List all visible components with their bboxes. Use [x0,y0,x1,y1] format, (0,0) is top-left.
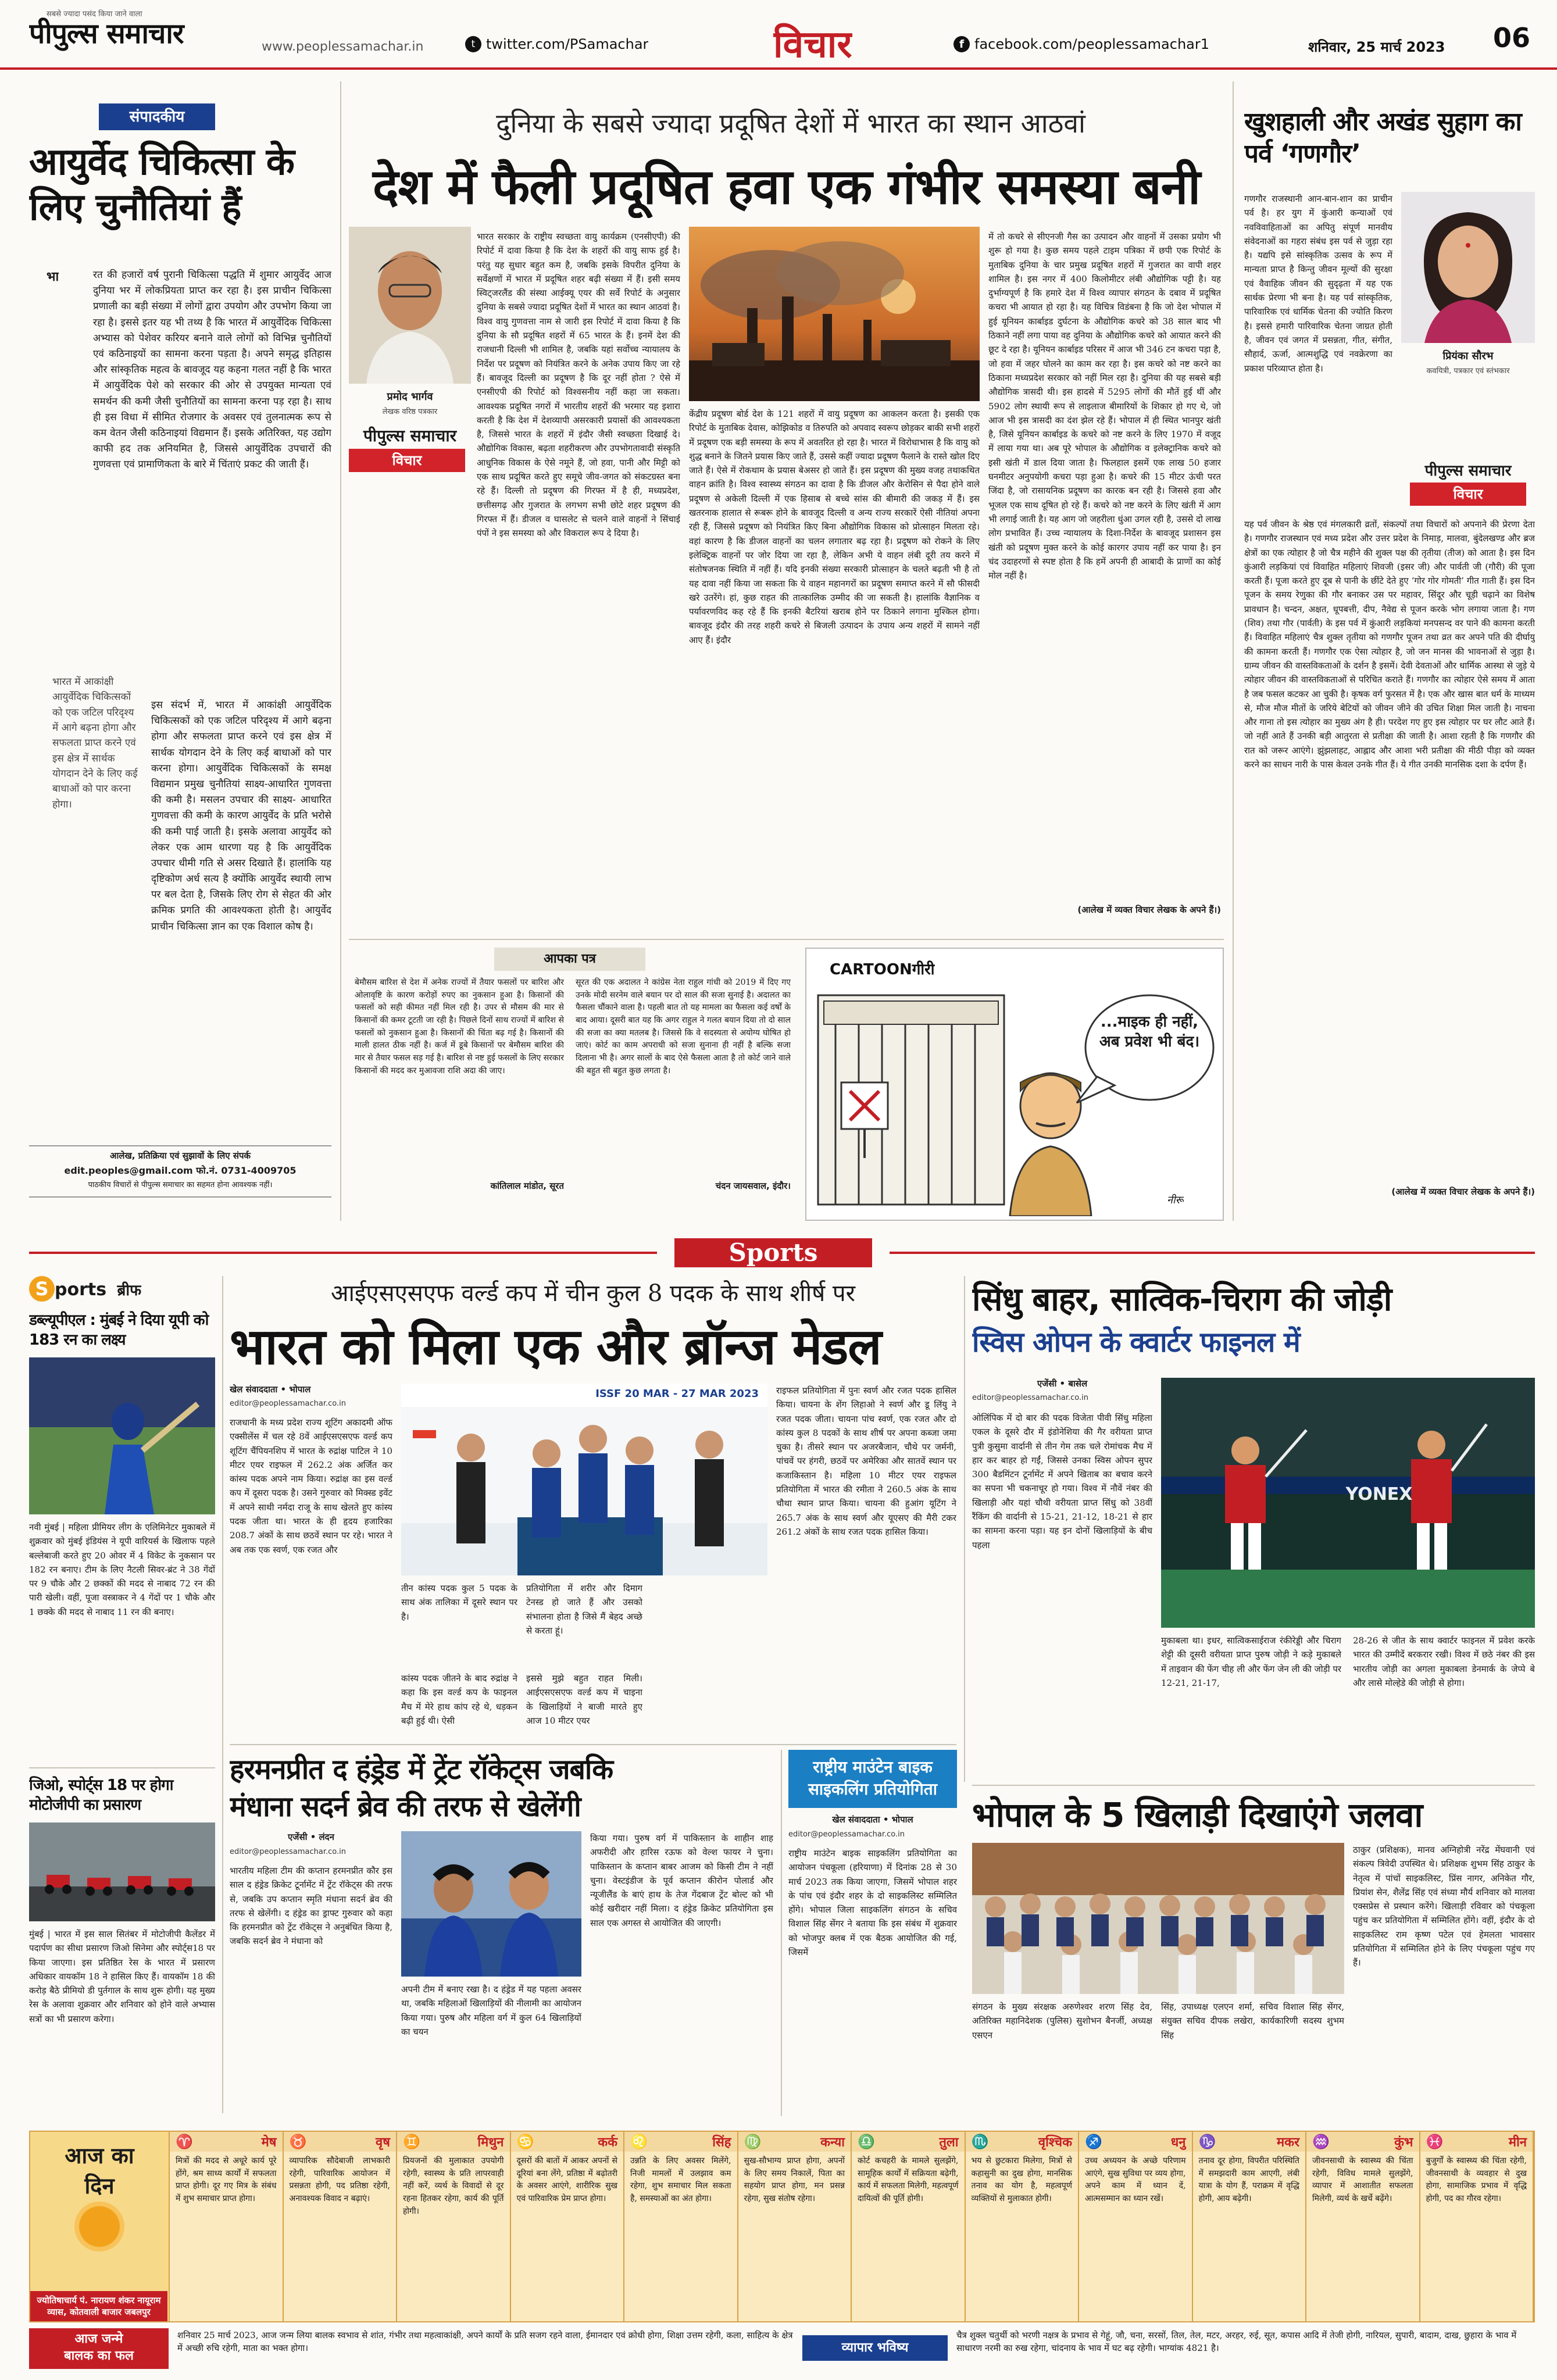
harman-col-2: अपनी टीम में बनाए रखा है। द हंड्रेड में यह पहला अवसर था, जबकि महिलाओं खिलाड़ियों की नीलामी का आयोजन किया गया। पुरुष और महिला वर्ग में कुल 64 खिलाड़ियों का चयन [401,1984,581,2037]
letter-1-signature: कांतिलाल मांडोत, सूरत [490,1181,564,1191]
author-section-tag: विचार [349,449,465,472]
twitter-link[interactable] [465,36,648,52]
cycling-email[interactable]: editor@peoplessamachar.co.in [788,1830,905,1839]
editorial-body [29,267,331,1122]
banner-rule-right [890,1252,1535,1254]
divider [1233,81,1234,1221]
zodiac-symbol-icon: ♋ [516,2134,534,2150]
zodiac-cell [284,2132,398,2321]
zodiac-prediction: व्यापारिक सौदेबाजी लाभकारी रहेगी, पारिवारिक आयोजन में प्रसन्नता होगी, पद प्रतिष्ठा रहेगी, अनावश्यक विवाद न बढ़ाएं। [289,2156,390,2204]
divider [349,939,1224,940]
page-number: 06 [1492,22,1530,53]
zodiac-head [397,2132,510,2152]
issf-byline: खेल संवाददाता • भोपाल [230,1384,311,1395]
zodiac-symbol-icon: ♐ [1085,2134,1102,2150]
jio-text: मुंबई | भारत में इस साल सितंबर में मोटोजीपी कैलेंडर में पदार्पण का सीधा प्रसारण जिओ सिनेमा और स्पोर्ट्स18 पर किया जाएगा। इस प्रतिष्ठित रेस के भारत में प्रसारण अधिकार वायकॉम 18 ने हासिल किए हैं। वायकॉम 18 की करोड़ बैठे प्रीमियो डी पुर्तगाल के साथ शुरू होगी। यह मुख्य रेस के अलावा शुक्रवार और शनिवार को होने वाले अभ्यास सत्रों का भी प्रसारण करेगा। [29,1929,215,2024]
zodiac-prediction: तनाव दूर होगा, विपरीत परिस्थिति में समझदारी काम आएगी, लंबी यात्रा के योग हैं, पराक्रम में वृद्धि होगी, आय बढ़ेगी। [1198,2156,1299,2204]
issf-col-4: इससे मुझे बहुत राहत मिली। आईएसएसएफ वर्ल्ड कप में चाइना के खिलाड़ियों ने बाजी मारते हुए आज 10 मीटर एयर [526,1673,642,1726]
zodiac-name: धनु [1170,2135,1186,2150]
pollution-col-3: में तो कचरे से सीएनजी गैस का उत्पादन और वाहनों में उसका प्रयोग भी शुरू हो गया है। कुछ समय पहले टाइम पत्रिका में छपी एक रिपोर्ट के मुताबिक दुनिया के चार प्रमुख प्रदूषित शहरों में गुजरात का वापी शहर शामिल है। इस नगर में 400 किलोमीटर लंबी औद्योगिक पट्टी है। यह दुर्भाग्यपूर्ण है कि हमारे देश में विश्व व्यापार संगठन के दबाव में प्रदूषित कचरा भी आयात हो रहा है। यह विचित्र विडंबना है कि जो देश भोपाल में हुई यूनियन कार्बाइड दुर्घटना के औद्योगिक कचरे को 38 साल बाद भी ठिकाने नहीं लगा पाया वह दुनिया के औद्योगिक कचरे को आयात करने की छूट दे रहा है। यूनियन कार्बाइड परिसर में आज भी 346 टन कचरा पड़ा है, जो हवा में जहर घोलने का काम कर रहा है। इस कचरे को नष्ट करने का ठिकाना मध्यप्रदेश सरकार को नहीं मिल रहा है। दुनिया की यह सबसे बड़ी औद्योगिक त्रासदी थी। इस हादसे में 5295 लोगों की मौतें हुई थीं और 5902 लोग स्थायी रूप से लाइलाज बीमारियों के शिकार हो गए थे, जो आज भी इस त्रासदी का दंश झेल रहे हैं। भोपाल में ही स्थित भानपुर खंती है, जिसे यूनियन कार्बाइड के कचरे को नष्ट करने के लिए 1970 में वजूद में लाया गया था। अब पूरे भोपाल के औद्योगिक व इलेक्ट्रानिक कचरे को इसी खंती में डाल दिया जाता है। फिलहाल इसमें एक लाख 50 हजार घनमीटर अनुपयोगी कचरा पड़ा हुआ है। कचरे की 15 मीटर ऊंची परत जिंदा है, जो रासायनिक प्रदूषण का कारक बन रही है। जिससे हवा और भूजल एक साथ दूषित हो रहे हैं। कचरे को नष्ट करने के लिए खंती में आग भी लगाई जाती है। यह आग जो जहरीला धुंआ उगल रही है, उससे दो लाख लोग प्रभावित हैं। उच्च न्यायालय के दिशा-निर्देश के बावजूद प्रशासन इस खंती को प्रदूषण मुक्त करने के कोई कारगर उपाय नहीं कर पाया है। इन चंद उदाहरणों से स्पष्ट होता है कि हमें अपनी ही आबादी के प्राणों का कोई मोल नहीं है। [988,231,1221,581]
badminton-email[interactable]: editor@peoplessamachar.co.in [972,1393,1088,1402]
cartoon-bubble-text: ...माइक ही नहीं, अब प्रवेश भी बंद। [1099,1013,1200,1050]
zodiac-head [738,2132,851,2152]
badminton-col-2: मुकाबला था। इधर, सात्विकसाईराज रंकीरेड्डी और चिराग शेट्टी की दूसरी वरीयता प्राप्त पुरुष जोड़ी ने कड़े मुकाबले में ताइवान की फेंग चीह ली और फेंग जेन ली की जोड़ी पर 12-21, 21-17, [1161,1635,1341,1688]
zodiac-head [1079,2132,1192,2152]
issf-kicker: आईएसएसएफ वर्ल्ड कप में चीन कुल 8 पदक के साथ शीर्ष पर [330,1280,856,1307]
editorial-contact [29,1145,331,1198]
zodiac-symbol-icon: ♌ [630,2134,648,2150]
bhopal-headline: भोपाल के 5 खिलाड़ी दिखाएंगे जलवा [972,1795,1423,1835]
gangaur-intro: गणगौर राजस्थानी आन-बान-शान का प्राचीन पर्व है। हर युग में कुंआरी कन्याओं एवं नवविवाहिताओं का अपितु संपूर्ण मानवीय संवेदनाओं का गहरा संबंध इस पर्व से जुड़ा रहा है। यद्यपि इसे सांस्कृतिक उत्सव के रूप में मान्यता प्राप्त है किन्तु जीवन मूल्यों की सुरक्षा एवं वैवाहिक जीवन की सुदृढ़ता में यह एक सार्थक प्रेरणा भी बना है। यह पर्व सांस्कृतिक, पारिवारिक एवं धार्मिक चेतना की ज्योति किरण है। इससे हमारी पारिवारिक चेतना जाग्रत होती है, जीवन एवं जगत में प्रसन्नता, गीत, संगीत, सौहार्द, ऊर्जा, आत्मशुद्धि एवं नवक्रेरणा का प्रकाश परिव्याप्त होता है। [1244,194,1392,374]
zodiac-prediction: जीवनसाथी के स्वास्थ्य की चिंता रहेगी, विविध मामले सुलझेंगे, व्यापार में आशातीत सफलता मिलेगी, व्यर्थ के खर्चे बढ़ेंगे। [1312,2156,1413,2204]
sports-banner [29,1238,1535,1267]
aaj-ka-din-box [30,2132,170,2321]
editorial-para-1: रत की हजारों वर्ष पुरानी चिकित्सा पद्धति में शुमार आयुर्वेद आज दुनिया भर में लोकप्रियता प्राप्त कर रहा है। इस प्राचीन चिकित्सा प्रणाली का बड़ी संख्या में लोगों द्वारा उपयोग और उपभोग किया जा रहा है। इससे इतर यह भी तथ्य है कि भारत में आयुर्वेदिक चिकित्सा अभ्यास को पेशेवर करियर बनाने वाले लोगों को विभिन्न चुनौतियों एवं कठिनाइयों का सामना करना पड़ता है। अपने समृद्ध इतिहास और सांस्कृतिक महत्व के बावजूद यह कहना गलत नहीं है कि भारत में आयुर्वेदिक पेशे को सरकार की ओर से उपयुक्त मान्यता एवं समर्थन की कमी जैसी चुनौतियों का सामना करना पड़ रहा है। साथ ही इस विधा में सीमित रोजगार के अवसर एवं तुलनात्मक रूप से कम वेतन जैसी कठिनाइयां विद्यमान हैं। इसके अतिरिक्त, यह उद्योग काफी हद तक अनियमित है, जिससे आयुर्वेदिक उपचारों की गुणवत्ता एवं प्रामाणिकता के बारे में चिंताएं प्रकट की जाती हैं। [93,269,331,471]
zodiac-symbol-icon: ♊ [403,2134,420,2150]
divider [230,1744,956,1745]
zodiac-name: मेष [261,2135,277,2150]
zodiac-prediction: उन्नति के लिए अवसर मिलेंगे, निजी मामलों में उलझाव कम रहेगा, शुभ समाचार मिल सकता है, समस्याओं का अंत होगा। [630,2156,731,2204]
wpl-headline: डब्ल्यूपीएल : मुंबई ने दिया यूपी को 183 रन का लक्ष्य [29,1311,209,1349]
facebook-icon: f [954,36,970,52]
zodiac-prediction: उच्च अध्ययन के अच्छे परिणाम आएंगे, सुख सुविधा पर व्यय होगा, अपने काम में ध्यान दें, आत्मसम्मान का ध्यान रखें। [1085,2156,1186,2204]
harman-col-3: किया गया। पुरुष वर्ग में पाकिस्तान के शाहीन शाह अफरीदी और हारिस रऊफ को वेल्श फायर ने चुना। पाकिस्तान के कप्तान बाबर आजम को किसी टीम ने नहीं चुना। वेस्टइंडीज के पूर्व कप्तान कीरोन पोलार्ड और न्यूजीलैंड के बाएं हाथ के तेज गेंदबाज ट्रेंट बोल्ट को भी कोई खरीदार नहीं मिला। द हंड्रेड क्रिकेट प्रतियोगिता इस साल एक अगस्त से आयोजित की जाएगी। [590,1833,773,1928]
issf-headline: भारत को मिला एक और ब्रॉन्ज मेडल [230,1318,881,1376]
editorial-tag: संपादकीय [99,103,215,130]
section-title: विचार [773,23,852,66]
janme-line-1: आज जन्मे [74,2332,123,2346]
letter-2-signature: चंदन जायसवाल, इंदौर। [715,1181,791,1191]
bhopal-col-3: ठाकुर (प्रशिक्षक), मानव अग्निहोत्री नरेंद्र मेंघवानी एवं संकल्प त्रिवेदी उपस्थित थे। प्रशिक्षक शुभम सिंह ठाकुर के नेतृत्व में पांचों साइकलिस्ट, प्रिंस नागर, अनिकेत गौर, प्रियांश सेन, शैलेंद्र सिंह एवं संध्या मौर्य शनिवार को मालवा एक्सप्रेस से प्रस्थान करेंगे। खिलाड़ी रविवार को पंचकूला पहुंच कर प्रतियोगिता में सम्मिलित होंगे। वहीं, इंदौर के दो साइकलिस्ट राम कृष्ण पटेल एवं हेमलता भावसार प्रतियोगिता में सम्मिलित होने के लिए पंचकूला पहुंच गए हैं। [1353,1845,1535,1968]
zodiac-head [511,2132,624,2152]
zodiac-name: कन्या [820,2135,845,2150]
zodiac-cell [1306,2132,1420,2321]
janme-text: शनिवार 25 मार्च 2023, आज जन्म लिया बालक स्वभाव से शांत, गंभीर तथा महत्वाकांक्षी, अपने कार्यों के प्रति सजग रहने वाला, ईमानदार एवं क्रोधी होगा, शिक्षा उत्तम रहेगी, कला, साहित्य के क्षेत्र में अच्छी रुचि रहेगी, माता का भक्त होगा। [177,2330,793,2353]
issf-col-1: राजधानी के मध्य प्रदेश राज्य शूटिंग अकादमी ऑफ एक्सीलेंस में चल रहे 8वें आईएसएसएफ वर्ल्ड कप शूटिंग चैंपियनशिप में भारत के रुद्रांक्ष पाटिल ने 10 मीटर एयर राइफल में 262.2 अंक अर्जित कर कांस्य पदक अपने नाम किया। रुद्रांक्ष का इस वर्ल्ड कप में दूसरा पदक है। उसने गुरुवार को मिक्स्ड इवेंट में अपने साथी नर्मदा राजू के साथ खेलते हुए कांस्य पदक जीता था। भारत के ही हृदय हजारिका 208.7 अंकों के साथ छठवें स्थान पर रहे। भारत ने अब तक एक स्वर्ण, एक रजत और [230,1417,392,1555]
zodiac-head [1193,2132,1306,2152]
zodiac-cell [1079,2132,1193,2321]
sports-brief [29,1276,215,2113]
zodiac-prediction: बुजुर्गों के स्वास्थ्य की चिंता रहेगी, जीवनसाथी के व्यवहार से दुख होगा, सामाजिक प्रभाव में वृद्धि होगी, पद का गौरव रहेगा। [1426,2156,1527,2204]
zodiac-name: सिंह [712,2135,731,2150]
zodiac-name: मकर [1276,2135,1299,2150]
footer-strip [29,2328,1535,2369]
contact-line-3: पाठकीय विचारों से पीपुल्स समाचार का सहमत होना आवश्यक नहीं। [88,1181,273,1189]
bhopal-group-photo [972,1843,1344,1994]
brief-title [29,1276,141,1302]
zodiac-symbol-icon: ♎ [858,2134,875,2150]
zodiac-head [852,2132,965,2152]
issf-article [230,1276,956,1741]
cycling-byline: खेल संवाददाता • भोपाल [832,1814,913,1825]
editorial-section [29,76,331,1227]
zodiac-cell [511,2132,625,2321]
harman-photo [401,1831,581,1977]
gangaur-author-role: कवयित्री, पत्रकार एवं स्तंभकार [1426,367,1510,376]
zodiac-head [1306,2132,1419,2152]
zodiac-prediction: प्रियजनों की मुलाकात उपयोगी रहेगी, स्वास्थ्य के प्रति लापरवाही नहीं करें, व्यर्थ के विवादों से दूर रहना हितकर रहेगा, कार्य की पूर्ति होगी। [403,2156,504,2216]
zodiac-cell [852,2132,966,2321]
pollution-col-1: भारत सरकार के राष्ट्रीय स्वच्छता वायु कार्यक्रम (एनसीएपी) की रिपोर्ट में दावा किया है कि देश के शहरों की वायु साफ हुई है। परंतु यह सुधार बहुत कम है, जबकि इसके विपरीत दुनिया के सर्वेक्षणों में भारत में प्रदूषित शहर बढ़ी संख्या में हैं। इसी समय स्विट्जरलैंड की संस्था आईक्यू एयर की सर्वे रिपोर्ट के अनुसार दुनिया के सबसे ज्यादा प्रदूषित देशों में भारत का स्थान आठवां है। विश्व वायु गुणवत्ता नाम से जारी इस रिपोर्ट में दावा किया है कि दुनिया के सौ प्रदूषित शहरों में 65 भारत के हैं। इनमें देश की राजधानी दिल्ली भी शामिल है, जबकि यहां सर्वोच्च न्यायालय के निर्देश पर प्रदूषण को नियंत्रित करने के अनेक उपाय किए जा रहे हैं। बावजूद दिल्ली का प्रदूषण है कि दूर नहीं होता ? ऐसे में एनसीएपी की रिपोर्ट को विश्वसनीय नहीं कहा जा सकता। आवश्यक प्रदूषित नगरों में भारतीय शहरों की भरमार यह इशारा करती है कि देश में देशव्यापी असरकारी प्रयासों की आवश्यकता है, जिससे भारत के शहरों में इंदौर जैसी स्वच्छता दिखाई दे। औद्योगिक विकास, बढ़ता शहरीकरण और उपभोगतावादी संस्कृति आधुनिक विकास के ऐसे नमूने हैं, जो हवा, पानी और मिट्टी को एक साथ प्रदूषित करते हुए समूचे जीव-जगत को संकटग्रस्त बना रहे हैं। दिल्ली तो प्रदूषण की गिरफ्त में है ही, मध्यप्रदेश, छत्तीसगढ़ और गुजरात के लगभग सभी छोटे शहर प्रदूषण की गिरफ्त में हैं। डीजल व घासलेट से चलने वाले वाहनों ने सिंचाई पंपों ने इस समस्या को और विकराल रूप दे दिया है। [477,231,680,539]
issf-podium-photo [401,1384,767,1575]
badminton-article [972,1276,1535,1782]
zodiac-name: तुला [939,2135,959,2150]
zodiac-head [624,2132,737,2152]
logo-tagline: सबसे ज्यादा पसंद किया जाने वाला [47,10,142,19]
gangaur-logo: पीपुल्स समाचार [1424,462,1512,480]
vyapar-badge: व्यापार भविष्य [802,2335,948,2361]
harman-byline: एजेंसी • लंदन [288,1832,334,1842]
zodiac-symbol-icon: ♍ [744,2134,762,2150]
zodiac-symbol-icon: ♏ [971,2134,989,2150]
letter-1-text: बेमौसम बारिश से देश में अनेक राज्यों में तैयार फसलों पर बारिश और ओलावृष्टि के कारण करोड़ों रुपए का नुकसान हुआ है। किसानों की फसलों को सही कीमत नहीं मिल रही है। उपर से मौसम की मार से किसानों की कमर टूटती जा रही है। पिछले दिनों साथ राज्यों में बारिश से फसलों को नुकसान हुआ है। किसानों की चिंता बढ़ गई है। किसानों की माली हालत ठीक नहीं है। कर्ज में डूबे किसानों पर बेमौसम बारिश की मार से तैयार फसल सड़ गई है। बारिश से नष्ट हुई फसलों के लिए सरकार किसानों की मदद कर मुआवजा राशि अदा की जाए। [355,978,564,1075]
pollution-headline: देश में फैली प्रदूषित हवा एक गंभीर समस्या बनी [373,158,1200,215]
zodiac-symbol-icon: ♑ [1198,2134,1216,2150]
gangaur-article [1244,76,1535,1227]
zodiac-name: मीन [1508,2135,1527,2150]
letters-title: आपका पत्र [494,948,645,971]
wpl-photo [29,1357,215,1514]
badminton-byline: एजेंसी • बासेल [1037,1378,1088,1389]
masthead [0,0,1557,70]
pollution-disclaimer: (आलेख में व्यक्त विचार लेखक के अपने हैं।) [1077,905,1221,915]
motogp-photo [29,1822,215,1921]
editorial-dropcap: भा [47,269,59,284]
harman-col-1: भारतीय महिला टीम की कप्तान हरमनप्रीत कौर इस साल द हंड्रेड क्रिकेट टूर्नामेंट में ट्रेंट रॉकेट्स की तरफ से, जबकि उप कप्तान स्मृति मंधाना सदर्न ब्रेव की तरफ से खेलेंगी। द हंड्रेड का ड्राफ्ट गुरुवार को कहा कि हरमनप्रीत को ट्रेंट रॉकेट्स ने अनुबंधित किया है, जबकि सदर्न ब्रेव ने मंधाना को [230,1866,392,1947]
editorial-para-2: इस संदर्भ में, भारत में आकांक्षी आयुर्वेदिक चिकित्सकों को एक जटिल परिदृश्य में आगे बढ़ना होगा और सफलता प्राप्त करने एवं इस क्षेत्र में सार्थक योगदान देने के लिए कई बाधाओं को पार करना होगा। आयुर्वेदिक चिकित्सकों के समक्ष विद्यमान प्रमुख चुनौतियां साक्ष्य-आधारित गुणवत्ता की कमी है। मसलन उपचार की साक्ष्य- आधारित गुणवत्ता की कमी के कारण आयुर्वेद के प्रति भरोसे की कमी पाई जाती है। इसके अलावा आयुर्वेद को लेकर एक आम धारणा यह है कि आयुर्वेदिक उपचार धीमी गति से असर दिखाते हैं। हालांकि यह दृष्टिकोण अर्ध सत्य है क्योंकि आयुर्वेद स्थायी लाभ पर बल देता है, जिसके लिए रोग से सेहत की ओर क्रमिक प्रगति की आवश्यकता होती है। आयुर्वेद प्राचीन चिकित्सा ज्ञान का एक विशाल कोष है। [151,699,331,932]
divider [340,81,341,1221]
divider [964,1276,965,1782]
zodiac-cell [1193,2132,1307,2321]
badminton-col-1: ओलिंपिक में दो बार की पदक विजेता पीवी सिंधु महिला एकल के दूसरे दौर में इंडोनेशिया की गैर वरीयता प्राप्त पुत्री कुसुमा वार्दानी से तीन गेम तक चले रोमांचक मैच में हार कर बाहर हो गईं, जिससे उनका स्विस ओपन सुपर 300 बैडमिंटन टूर्नामेंट में अपने खिताब का बचाव करने का सपना भी चकनाचूर हो गया। विश्व में नौवें नंबर की खिलाड़ी और यहां चौथी वरीयता प्राप्त सिंधु को 38वीं रैंकिंग की वार्दानी से 15-21, 21-12, 18-21 से हार का सामना करना पड़ा। यह इन दोनों खिलाड़ियों के बीच पहला [972,1413,1152,1550]
issf-caption: तीन कांस्य पदक कुल 5 पदक के साथ अंक तालिका में दूसरे स्थान पर है। [401,1583,517,1622]
cycling-tag [788,1750,957,1808]
letters-section [349,948,797,1221]
aaj-ka-line-2: दिन [84,2173,115,2199]
sports-banner-label: Sports [674,1238,872,1267]
facebook-handle: facebook.com/peoplessamachar1 [974,36,1209,52]
gangaur-body: यह पर्व जीवन के श्रेष्ठ एवं मंगलकारी व्रतों, संकल्पों तथा विचारों को अपनाने की प्रेरणा देता है। गणगौर राजस्थान एवं मध्य प्रदेश और उत्तर प्रदेश के निमाड़, मालवा, बुंदेलखण्ड और ब्रज क्षेत्रों का एक त्योहार है जो चैत्र महीने की शुक्ल पक्ष की तृतीया (तीज) को आता है। इस दिन कुंआरी लड़कियां एवं विवाहित महिलाएं शिवजी (इसर जी) और पार्वती जी (गौरी) की पूजा करती हैं। पूजा करते हुए दूब से पानी के छींटे देते हुए ‘गोर गोर गोमती’ गीत गाती हैं। इस दिन पूजन के समय रेणुका की गौर बनाकर उस पर महावर, सिंदूर और चूड़ी चढ़ाने का विशेष प्रावधान है। चन्दन, अक्षत, धूपबत्ती, दीप, नैवेद्य से पूजन करके भोग लगाया जाता है। गण (शिव) तथा गौर (पार्वती) के इस पर्व में कुंआरी लड़कियां मनपसन्द वर पाने की कामना करती हैं। विवाहित महिलाएं चैत्र शुक्ल तृतीया को गणगौर पूजन तथा व्रत कर अपने पति की दीर्घायु की कामना करती हैं। गणगौर एक ऐसा त्योहार है, जो जन मानस की भावनाओं से जुड़ा है। ग्राम्य जीवन की वास्तविकताओं के दर्शन है इसमें। देवी देवताओं और धार्मिक आस्था से जुड़े ये त्योहार जीवन की वास्तविकताओं से परिचित कराते हैं। गणगौर का त्योहार ऐसे समय में आता है जब फसल कटकर आ चुकी है। कृषक वर्ग फुरसत में है। एक और खास बात धर्म के माध्यम से, मौज मौज मीतों के जरिये बेटियों को जीवन जीने की उचित शिक्षा मिल जाती है। नाचना और गाना तो इस त्योहार का मुख्य अंग है ही। परदेश गए हुए इस त्योहार पर घर लौट आते हैं। जो नहीं आते हैं उनकी बड़ी आतुरता से प्रतीक्षा की जाती है। आशा रहती है कि गणगौर की रात को जरूर आएंगे। झुंझलाहट, आह्लाद और आशा भरी प्रतीक्षा की मीठी पीड़ा को व्यक्त करने का साधन नारी के पास केवल उनके गीत हैं। ये गीत उनकी मानसिक दशा के दर्पण हैं। [1244,519,1535,770]
logo-text: पीपुल्स समाचार [29,17,184,50]
issf-col-2: प्रतियोगिता में शरीर और दिमाग टेनस्ड हो जाते हैं और उसको संभालना होता है जिसे मैं बेहद अच्छे से करता हूं। [526,1583,642,1636]
zodiac-cell [738,2132,852,2321]
bhopal-col-2: सिंह, उपाध्यक्ष एलएन शर्मा, सचिव विशाल सिंह सेंगर, संयुक्त सचिव दीपक लखेरा, कार्यकारिणी सदस्य शुभम सिंह [1161,2002,1344,2040]
editorial-pull-quote: भारत में आकांक्षी आयुर्वेदिक चिकित्सकों को एक जटिल परिदृश्य में आगे बढ़ना होगा और सफलता प्राप्त करने एवं इस क्षेत्र में सार्थक योगदान देने के लिए कई बाधाओं को पार करना होगा। [52,676,138,810]
website-link[interactable]: www.peoplessamachar.in [262,40,424,54]
contact-line-2[interactable]: edit.peoples@gmail.com फो.नं. 0731-4009705 [64,1165,297,1176]
cartoon-title: CARTOONगीरी [830,961,935,978]
zodiac-prediction: सुख-सौभाग्य प्राप्त होगा, अपनों के लिए समय निकालें, पिता का सहयोग प्राप्त होगा, मन प्रसन्न रहेगा, सुख संतोष रहेगा। [744,2156,845,2204]
harman-headline-1: हरमनप्रीत द हंड्रेड में ट्रेंट रॉकेट्स जबकि [230,1753,613,1786]
zodiac-grid [170,2132,1534,2321]
brief-label-hi: ब्रीफ [117,1282,142,1299]
badminton-col-3: 28-26 से जीत के साथ क्वार्टर फाइनल में प्रवेश करके भारत की उम्मीदें बरकरार रखी। विश्व में छठे नंबर की इस भारतीय जोड़ी का अगला मुकाबला डेनमार्क के जेप्पे बे और लासे मोल्हेडे की जोड़ी से होगा। [1353,1635,1535,1688]
gangaur-author-name: प्रियंका सौरभ [1442,350,1494,362]
letter-2-text: सूरत की एक अदालत ने कांग्रेस नेता राहुल गांधी को 2019 में दिए गए उनके मोदी सरनेम वाले बयान पर दो साल की सजा सुनाई है। अदालत का फैसला चौंकाने वाला है। पहली बात तो यह मामला का फैसला कई वर्षों के बाद आया। दूसरी बात यह कि अगर राहुल ने गलत बयान दिया तो दो साल की सजा का क्या मतलब है। जिससे कि वे सदस्यता से अयोग्य घोषित हो जाएं। कोर्ट का काम अपराधी को सजा सुनाना ही नहीं है बल्कि सजा दिलाना भी है। अगर सालों के बाद ऐसे फैसला आता है तो कोर्ट जाने वाले की बहुत सी बहुत कुछ लगता है। [576,978,791,1075]
harman-headline-2: मंधाना सदर्न ब्रेव की तरफ से खेलेंगी [230,1791,581,1823]
jio-headline: जिओ, स्पोर्ट्स 18 पर होगा मोटोजीपी का प्रसारण [29,1777,173,1814]
twitter-icon: t [465,36,481,52]
divider [29,1767,215,1768]
zodiac-cell [966,2132,1080,2321]
zodiac-prediction: कोर्ट कचहरी के मामले सुलझेंगे, सामूहिक कार्यों में सक्रियता बढ़ेगी, कार्य में सफलता मिलेगी, महत्वपूर्ण दायित्वों की पूर्ति होगी। [858,2156,959,2204]
divider [222,1276,223,2113]
gangaur-disclaimer: (आलेख में व्यक्त विचार लेखक के अपने हैं।) [1391,1187,1535,1197]
zodiac-name: वृश्चिक [1038,2135,1072,2150]
divider [781,1750,782,2116]
brief-label-rest: ports [55,1280,107,1300]
zodiac-symbol-icon: ♈ [176,2134,193,2150]
zodiac-symbol-icon: ♉ [289,2134,307,2150]
zodiac-name: वृष [376,2135,390,2150]
pollution-photo [689,227,980,401]
vyapar-text: चैत्र शुक्ल चतुर्थी को भरणी नक्षत्र के प्रभाव से गेहूं, जौ, चना, सरसों, तिल, तेल, मटर, अरहर, रुई, सूत, कपास आदि में तेजी होगी, नारियल, सुपारी, बादाम, दाख, छुहारा के भाव में साधारण नरमी का रुख रहेगा, चांदनाय के भाव में घट बढ़ रहेगी। भाग्यांक 4821 है। [956,2330,1517,2353]
bhopal-article [972,1791,1535,2116]
issf-email[interactable]: editor@peoplessamachar.co.in [230,1399,346,1408]
issue-date: शनिवार, 25 मार्च 2023 [1308,39,1445,55]
zodiac-name: कर्क [598,2135,617,2150]
zodiac-cell [624,2132,738,2321]
harman-email[interactable]: editor@peoplessamachar.co.in [230,1847,346,1856]
cartoon-artist-sign: नीरू [1167,1194,1184,1206]
cycling-tag-line-2: साइकलिंग प्रतियोगिता [808,1779,938,1799]
badminton-photo-brand: YONEX [1345,1484,1413,1505]
badminton-headline-2: स्विस ओपन के क्वार्टर फाइनल में [972,1326,1300,1359]
bhopal-col-1: संगठन के मुख्य संरक्षक अरुणेश्वर शरण सिंह देव, अतिरिक्त महानिदेशक (पुलिस) सुशोभन बैनर्जी, अध्यक्ष एसएन [972,2002,1152,2040]
pollution-col-2: केंद्रीय प्रदूषण बोर्ड देश के 121 शहरों में वायु प्रदूषण का आकलन करता है। इसकी एक रिपोर्ट के मुताबिक देवास, कोझिकोड व तिरुपति को अपवाद स्वरूप छोड़कर बाकी सभी शहरों में प्रदूषण एक बड़ी समस्या के रूप में अवतरित हो रहा है। भारत में विरोधाभास है कि वायु को शुद्ध बनाने के जितने प्रयास किए जाते हैं, उससे कहीं ज्यादा प्रदूषण फैलाने के रास्ते खोल दिए जाते हैं। ऐसे में रोकथाम के प्रयास बेअसर हो जाते हैं। इस प्रदूषण की मुख्य वजह तथाकथित वाहन क्रांति है। विश्व स्वास्थ्य संगठन का दावा है कि डीजल और केरोसिन से पैदा होने वाले प्रदूषण से अकेली दिल्ली में एक हिसाब से बच्चे सांस की बीमारी की जकड़ में हैं। इस खतरनाक हालात से रूबरू होने के बावजूद दिल्ली व अन्य राज्य सरकारें ऐसी नीतियां अपना रही हैं, जिससे प्रदूषण को नियंत्रित किए बिना औद्योगिक विकास को प्रोत्साहन मिलता रहे। वहां कारण है कि डीजल वाहनों का चलन लगातार बढ़ रहा है। प्रदूषण को रोकने के लिए इलेक्ट्रिक वाहनों पर जोर दिया जा रहा है, लेकिन अभी ये वाहन लंबी दूरी तय करने में संतोषजनक स्थिति में नहीं हैं। यदि इनकी संख्या सरकारी प्रोत्साहन के चलते बढ़ती भी है तो यह दावा नहीं किया जा सकता कि ये वाहन महानगरों का प्रदूषण समाप्त करने में सौ फीसदी खरे उतरेंगे। हां, कुछ राहत की तात्कालिक उम्मीद की जा सकती है। हालांकि वैज्ञानिक व पर्यावरणविद कह रहे हैं कि इनकी बैटरियां खराब होने पर ठिकाने लगाना मुश्किल होगा। बावजूद इंदौर की तरह शहरी कचरे से बिजली उत्पादन के उपाय अन्य शहरों में सामने नहीं आए हैं। इंदौर [689,409,980,645]
aaj-ka-line-1: आज का [65,2143,134,2168]
twitter-handle: twitter.com/PSamachar [486,36,649,52]
zodiac-prediction: दूसरों की बातों में आकर अपनों से दूरियां बना लेंगे, प्रतिष्ठा में बढ़ोतरी के अवसर आएंगे, शारीरिक सुख एवं पारिवारिक प्रेम प्राप्त होगा। [516,2156,617,2204]
cycling-tag-line-1: राष्ट्रीय माउंटेन बाइक [813,1757,933,1777]
brief-s-badge: S [29,1276,55,1302]
cartoon-section [805,948,1224,1221]
sun-icon [79,2206,120,2247]
pollution-article [349,76,1224,936]
astrologer-name: ज्योतिषाचार्य पं. नारायण शंकर नायूराम व्यास, कोतवाली बाजार जबलपुर [30,2291,167,2322]
cycling-text: राष्ट्रीय माउंटेन बाइक साइकलिंग प्रतियोगिता का आयोजन पंचकूला (हरियाणा) में दिनांक 28 से 30 मार्च 2023 तक किया जाएगा, जिसमें भोपाल शहर के पांच एवं इंदौर शहर के दो साइकलिस्ट सम्मिलित होंगे। भोपाल जिला साइकलिंग संगठन के सचिव विशाल सिंह सेंगर ने बताया कि इस संबंध में शुक्रवार को भोजपुर क्लब में एक बैठक आयोजित की गई, जिसमें [788,1848,957,1958]
author-name: प्रमोद भार्गव [387,391,433,403]
gangaur-headline: खुशहाली और अखंड सुहाग का पर्व ‘गणगौर’ [1244,107,1522,169]
cycling-article [788,1750,957,2116]
zodiac-head [284,2132,397,2152]
harman-article [230,1750,773,2116]
author-role: लेखक वरिष्ठ पत्रकार [382,408,438,416]
zodiac-name: मिथुन [477,2135,504,2150]
wpl-text: नवी मुंबई | महिला प्रीमियर लीग के एलिमिनेटर मुकाबले में शुक्रवार को मुंबई इंडियंस ने यूपी वारियर्स के खिलाफ पहले बल्लेबाजी करते हुए 20 ओवर में 4 विकेट के नुकसान पर 182 रन बनाए। टीम के लिए नैटली सिवर-ब्रंट ने 38 गेंदों पर 9 चौके और 2 छक्कों की मदद से नाबाद 72 रन की पारी खेली। वहीं, पूजा वस्त्राकर ने 4 गेंदों पर 1 चौके और 1 छक्के की मदद से नाबाद 11 रन की बनाए। [29,1522,215,1617]
zodiac-prediction: मित्रों की मदद से अधूरे कार्य पूरे होंगे, श्रम साध्य कार्यों में सफलता प्राप्त होगी। दूर गए मित्र के संबंध में शुभ समाचार प्राप्त होगा। [176,2156,277,2204]
horoscope-strip [29,2131,1535,2322]
zodiac-head [1420,2132,1533,2152]
badminton-headline-1: सिंधु बाहर, सात्विक-चिराग की जोड़ी [972,1281,1392,1318]
zodiac-symbol-icon: ♒ [1312,2134,1330,2150]
issf-photo-banner: ISSF 20 MAR - 27 MAR 2023 [595,1388,759,1400]
pollution-kicker: दुनिया के सबसे ज्यादा प्रदूषित देशों में भारत का स्थान आठवां [496,108,1085,139]
zodiac-cell [170,2132,284,2321]
gangaur-section-tag: विचार [1410,483,1526,506]
author-logo: पीपुल्स समाचार [363,426,457,445]
zodiac-cell [397,2132,511,2321]
issf-col-3: कांस्य पदक जीतने के बाद रुद्रांक्ष ने कहा कि इस वर्ल्ड कप के फाइनल मैच में मेरे हाथ कांप रहे थे, धड़कन बढ़ी हुई थी। ऐसी [401,1673,517,1726]
contact-line-1: आलेख, प्रतिक्रिया एवं सुझावों के लिए संपर्क [109,1150,251,1161]
zodiac-prediction: भय से छुटकारा मिलेगा, मित्रों से कहासुनी का दुख होगा, मानसिक तनाव का योग है, महत्वपूर्ण व्यक्तियों से मुलाकात होगी। [971,2156,1072,2204]
janme-line-2: बालक का फल [64,2348,134,2363]
facebook-link[interactable] [954,36,1209,52]
banner-rule-left [29,1252,657,1254]
zodiac-symbol-icon: ♓ [1426,2134,1444,2150]
editorial-headline: आयुर्वेद चिकित्सा के लिए चुनौतियां हैं [29,141,294,230]
janme-badge [29,2328,169,2369]
masthead-logo [29,8,256,60]
zodiac-name: कुंभ [1394,2135,1413,2150]
gangaur-author-photo [1401,192,1535,343]
divider [972,1785,1535,1786]
zodiac-head [966,2132,1079,2152]
zodiac-head [170,2132,283,2152]
author-photo [349,227,471,384]
zodiac-cell [1420,2132,1534,2321]
issf-col-5: राइफल प्रतियोगिता में पुनः स्वर्ण और रजत पदक हासिल किया। चायना के शेंग लिहाओ ने स्वर्ण और डू लिंयु ने रजत पदक जीता। चायना पांच स्वर्ण, एक रजत और दो कांस्य कुल 8 पदकों के साथ शीर्ष पर अपना कब्जा जमा चुका है। तीसरे स्थान पर अजरबैजान, चौथे पर जर्मनी, पांचवें पर हंगरी, छठवें पर अमेरिका और सातवें स्थान पर कजाकिस्तान है। महिला 10 मीटर एयर राइफल प्रतियोगिता में भारत की रमीता ने 260.5 अंक के साथ चौथा स्थान प्राप्त किया। चायना की हुआंग यूटिंग ने 265.7 अंक के साथ स्वर्ण और यूएसए की मैरी टकर 261.2 अंकों के साथ रजत पदक हासिल किया। [776,1385,956,1537]
